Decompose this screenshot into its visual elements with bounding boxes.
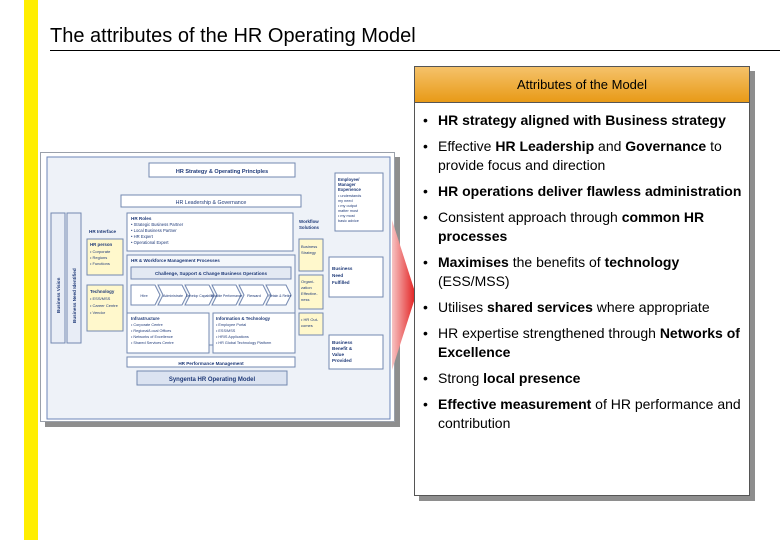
org-design-line: ness — [301, 297, 310, 302]
attribute-text: shared services — [487, 299, 593, 315]
employee-line: basic advice — [338, 219, 359, 223]
information-technology-item: • HRIS Applications — [216, 335, 249, 339]
employee-line: my need — [338, 199, 353, 203]
infrastructure-item: • Networks of Excellence — [131, 335, 173, 339]
process-step-label: Reward — [247, 293, 261, 298]
employee-line: • understands — [338, 194, 362, 198]
attribute-text: HR operations deliver — [438, 183, 587, 199]
org-design-line: Effective- — [301, 291, 318, 296]
business-strategy-line: Strategy — [301, 250, 316, 255]
hr-person-item: • Functions — [90, 261, 110, 266]
employee-line: • my output — [338, 204, 358, 208]
technology-item: • ESS/MSS — [90, 296, 111, 301]
attribute-text: HR Leadership — [495, 138, 595, 154]
hr-role-item: • Local Business Partner — [131, 228, 177, 233]
diagram-canvas — [41, 153, 396, 423]
process-step-label: Hire — [140, 293, 148, 298]
attribute-text: HR strategy aligned with Business strategy — [438, 112, 726, 128]
workflow-label: Solutions — [299, 225, 320, 230]
attribute-text: Strong — [438, 370, 484, 386]
challenge-label: Challenge, Support & Change Business Operations — [154, 271, 268, 276]
attribute-item — [421, 395, 745, 433]
attribute-text: Networks of Excellence — [438, 325, 740, 360]
business-need-label: Business Need Identified — [72, 268, 77, 323]
attribute-text: technology — [604, 254, 680, 270]
attribute-text: HR expertise strengthened through — [438, 325, 660, 341]
attribute-item — [421, 137, 745, 175]
employee-line: Manager — [338, 182, 356, 187]
infrastructure-item: • Shared Services Centre — [131, 341, 174, 345]
panel-header: Attributes of the Model — [415, 67, 749, 103]
business-benefit-line: Provided — [332, 358, 352, 363]
attribute-item — [421, 182, 745, 201]
org-design-line: zation — [301, 285, 312, 290]
attribute-item — [421, 298, 745, 317]
hr-person-item: • Regions — [90, 255, 108, 260]
process-step-label: Administrate — [163, 294, 183, 298]
technology-item: • Vendor — [90, 310, 106, 315]
attributes-list — [415, 103, 749, 433]
hr-outcomes-line: • HR Out- — [301, 317, 319, 322]
model-footer-label: Syngenta HR Operating Model — [168, 377, 256, 383]
business-benefit-line: Value — [332, 352, 345, 357]
attribute-text: Maximises — [438, 254, 509, 270]
hr-interface-label: HR Interface — [89, 229, 117, 234]
attribute-text: to provide focus and direction — [438, 138, 722, 173]
hr-role-item: • Strategic Business Partner — [131, 222, 184, 227]
process-step-label: Retain & Retire — [268, 294, 292, 298]
hr-person-item: • Corporate — [90, 249, 111, 254]
workflow-label: Workflow — [299, 219, 319, 224]
attribute-item — [421, 208, 745, 246]
attribute-text: Effective measurement — [438, 396, 592, 412]
hr-roles-title: HR Roles — [131, 216, 152, 221]
business-strategy-line: Business — [301, 244, 318, 249]
attribute-text: (ESS/MSS) — [438, 273, 510, 289]
process-step-label: Develop Capability — [185, 294, 215, 298]
attribute-text: flawless administration — [586, 183, 742, 199]
attribute-item — [421, 253, 745, 291]
hr-role-item: • Operational Expert — [131, 240, 169, 245]
information-technology-item: • HR Global Technology Platform — [216, 341, 272, 345]
attribute-text: of HR performance and contribution — [438, 396, 741, 431]
attribute-item — [421, 369, 745, 388]
process-step-label: Enable Performance — [211, 294, 243, 298]
business-need-fulfilled-line: Need — [332, 273, 344, 278]
strategy-banner-label: HR Strategy & Operating Principles — [175, 169, 269, 175]
infrastructure-title: Infrastructure — [131, 316, 160, 321]
attribute-item — [421, 324, 745, 362]
right-arrow-icon — [392, 220, 416, 370]
attribute-text: the benefits of — [508, 254, 605, 270]
employee-line: • my most — [338, 214, 355, 218]
attribute-text: where appropriate — [592, 299, 710, 315]
technology-title: Technology — [90, 289, 115, 294]
employee-line: Employee/ — [338, 177, 360, 182]
org-design-line: Organi- — [301, 279, 315, 284]
attribute-text: and — [594, 138, 626, 154]
information-technology-item: • ESS/MSS — [216, 329, 236, 333]
page-title: The attributes of the HR Operating Model — [50, 25, 416, 47]
attribute-text: Consistent approach through — [438, 209, 622, 225]
hr-outcomes-line: comes — [301, 323, 313, 328]
infrastructure-item: • Corporate Centre — [131, 323, 163, 327]
employee-line: Experience — [338, 187, 361, 192]
attribute-text: Governance — [625, 138, 707, 154]
technology-item: • Career Centre — [90, 303, 118, 308]
processes-title: HR & Workforce Management Processes — [131, 258, 220, 263]
information-technology-title: Information & Technology — [216, 316, 271, 321]
business-need-fulfilled-line: Fulfilled — [332, 280, 350, 285]
employee-line: matter most — [338, 209, 359, 213]
title-divider — [50, 50, 780, 51]
attribute-text: local presence — [483, 370, 581, 386]
attribute-item — [421, 111, 745, 130]
attributes-panel — [414, 66, 750, 496]
accent-bar — [24, 0, 38, 540]
business-vision-label: Business Vision — [56, 277, 61, 313]
information-technology-item: • Employee Portal — [216, 323, 247, 327]
hr-operating-model-diagram — [40, 152, 395, 422]
infrastructure-item: • Regional/Local Offices — [131, 329, 172, 333]
hr-role-item: • HR Expert — [131, 234, 153, 239]
business-benefit-line: Business — [332, 340, 353, 345]
performance-label: HR Performance Management — [178, 361, 244, 366]
hr-person-title: HR person — [90, 242, 113, 247]
attribute-text: Utilises — [438, 299, 488, 315]
attribute-text: common HR processes — [438, 209, 705, 244]
attribute-text: Effective — [438, 138, 496, 154]
leadership-label: HR Leadership & Governance — [175, 200, 247, 206]
business-benefit-line: Benefit & — [332, 346, 353, 351]
business-need-fulfilled-line: Business — [332, 266, 353, 271]
